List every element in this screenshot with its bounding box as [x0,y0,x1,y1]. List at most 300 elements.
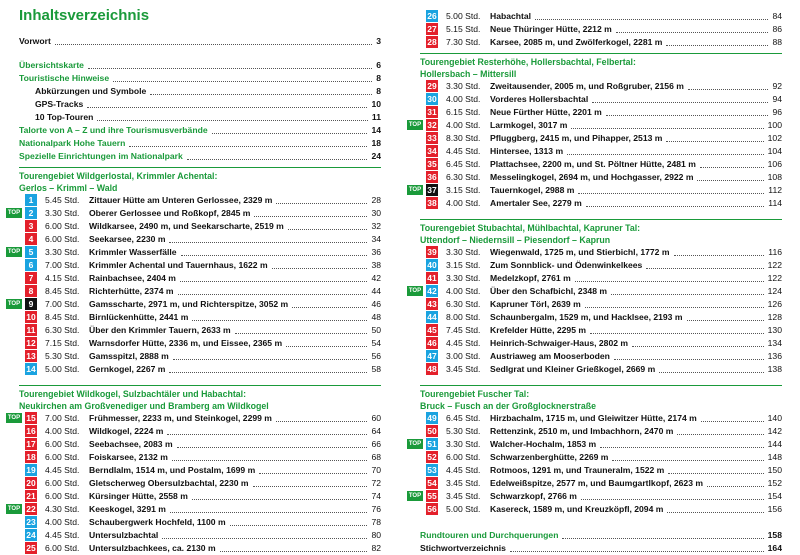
section-heading-line: Tourengebiet Wildkogel, Sulzbachtäler und Habachtal: [19,389,247,399]
tour-number-badge: 27 [427,24,437,34]
leader-dots [150,94,372,95]
tour-page: 134 [767,338,782,348]
leader-dots [169,372,367,373]
tour-entry[interactable] [420,477,782,490]
tour-entry[interactable] [420,363,782,376]
tour-page: 154 [767,491,782,501]
tour-duration: 4.00 Std. [446,94,481,104]
leader-dots [668,473,764,474]
tour-page: 150 [767,465,782,475]
tour-page: 88 [772,37,782,47]
tour-page: 54 [371,338,381,348]
tour-number-badge: 35 [427,159,437,169]
tour-number-badge: 25 [26,543,36,553]
tour-number-badge: 14 [26,364,36,374]
tour-entry[interactable] [19,425,381,438]
leader-dots [55,44,372,45]
tour-title: Rettenzink, 2510 m, und Imbachhorn, 2470 m [490,426,674,436]
tour-entry[interactable] [7,503,381,516]
toc-entry[interactable] [19,111,381,124]
tour-title: Schaubergwerk Hochfeld, 1100 m [89,517,226,527]
top-tour-badge: TOP [408,288,422,294]
leader-dots [667,512,764,513]
toc-entry-title: Rundtouren und Durchquerungen [420,530,559,540]
tour-entry[interactable] [19,464,381,477]
tour-entry[interactable] [420,106,782,119]
tour-number-badge: 50 [427,426,437,436]
tour-number-badge: 39 [427,247,437,257]
tour-entry[interactable] [19,233,381,246]
section-heading-line: Hollersbach – Mittersill [420,68,517,79]
tour-entry[interactable] [420,311,782,324]
toc-entry-page: 14 [371,125,381,135]
tour-page: 72 [371,478,381,488]
tour-number-badge: 23 [26,517,36,527]
tour-number-badge: 31 [427,107,437,117]
tour-title: Untersulzbachkees, ca. 2130 m [89,543,216,553]
tour-title: Wildkogel, 2224 m [89,426,164,436]
section-heading [420,57,782,80]
tour-title: Larmkogel, 3017 m [490,120,568,130]
tour-entry[interactable] [420,145,782,158]
tour-entry[interactable] [420,324,782,337]
leader-dots [88,68,372,69]
tour-entry[interactable] [420,23,782,36]
leader-dots [590,333,764,334]
tour-title: Frühmesser, 2233 m, und Steinkogel, 2299 m [89,413,272,423]
leader-dots [178,294,367,295]
tour-entry[interactable] [19,337,381,350]
tour-title: Schwarzkopf, 2766 m [490,491,577,501]
tour-page: 44 [371,286,381,296]
tour-entry[interactable] [19,259,381,272]
leader-dots [666,45,768,46]
tour-page: 50 [371,325,381,335]
toc-entry-page: 8 [376,73,381,83]
section-heading-line: Neukirchen am Großvenediger und Bramberg am Wildkogel [19,400,269,411]
leader-dots [612,460,764,461]
top-tour-badge: TOP [7,249,21,255]
toc-entry[interactable] [19,137,381,150]
tour-entry[interactable] [420,158,782,171]
toc-entry-page: 164 [767,543,782,553]
tour-number-badge: 33 [427,133,437,143]
tour-entry[interactable] [420,246,782,259]
tour-entry[interactable] [420,259,782,272]
tour-number-badge: 17 [26,439,36,449]
leader-dots [177,447,367,448]
tour-number-badge: 47 [427,351,437,361]
tour-entry[interactable] [7,246,381,259]
tour-entry[interactable] [420,337,782,350]
tour-title: Edelweißspitze, 2577 m, und Baumgartlkopf, 2623 m [490,478,703,488]
leader-dots [292,307,367,308]
tour-title: Berndlalm, 1514 m, und Postalm, 1699 m [89,465,256,475]
section-heading [19,389,381,412]
leader-dots [578,193,764,194]
tour-number-badge: 5 [25,246,37,258]
tour-entry[interactable] [19,220,381,233]
section-heading-line: Tourengebiet Stubachtal, Mühlbachtal, Kapruner Tal: [420,223,641,233]
tour-entry[interactable] [408,119,782,132]
leader-dots [606,115,768,116]
tour-duration: 8.45 Std. [45,286,80,296]
tour-title: Schaunbergalm, 1529 m, und Hacklsee, 2193 m [490,312,683,322]
tour-title: Walcher-Hochalm, 1853 m [490,439,597,449]
tour-entry[interactable] [420,425,782,438]
tour-page: 116 [768,247,782,257]
tour-title: Wildkarsee, 2490 m, und Seekarscharte, 2519 m [89,221,284,231]
leader-dots [701,421,764,422]
tour-number-badge: 20 [26,478,36,488]
tour-number-badge: 6 [25,259,37,271]
tour-duration: 3.30 Std. [446,81,481,91]
tour-entry[interactable] [19,451,381,464]
tour-title: Tauernkogel, 2988 m [490,185,575,195]
tour-number-badge: 29 [427,81,437,91]
tour-title: Austriaweg am Mooserboden [490,351,610,361]
tour-number-badge: 51 [427,439,437,449]
tour-page: 34 [371,234,381,244]
tour-number-badge: 41 [427,273,437,283]
tour-entry[interactable] [19,272,381,285]
tour-duration: 5.45 Std. [45,195,80,205]
tour-title: Krimmler Wasserfälle [89,247,177,257]
tour-entry[interactable] [420,197,782,210]
section-rule [420,385,782,386]
tour-duration: 6.00 Std. [45,543,80,553]
top-tour-badge: TOP [408,441,422,447]
tour-duration: 7.45 Std. [446,325,481,335]
tour-entry[interactable] [408,285,782,298]
leader-dots [674,255,764,256]
leader-dots [286,346,367,347]
tour-title: Plattachsee, 2200 m, und St. Pöltner Hütte, 2481 m [490,159,696,169]
tour-duration: 3.30 Std. [45,208,80,218]
toc-entry-title: 10 Top-Touren [35,112,94,122]
toc-entry[interactable] [420,542,782,555]
tour-duration: 6.00 Std. [45,221,80,231]
tour-page: 96 [772,107,782,117]
leader-dots [272,268,367,269]
leader-dots [567,154,764,155]
tour-number-badge: 12 [26,338,36,348]
tour-title: Medelzkopf, 2761 m [490,273,571,283]
tour-entry[interactable] [420,132,782,145]
tour-title: Richterhütte, 2374 m [89,286,174,296]
tour-title: Zum Sonnblick- und Ödenwinkelkees [490,260,643,270]
tour-page: 94 [772,94,782,104]
toc-entry-page: 158 [767,530,782,540]
tour-page: 42 [371,273,381,283]
tour-page: 106 [767,159,782,169]
leader-dots [230,525,367,526]
tour-entry[interactable] [19,438,381,451]
leader-dots [192,499,367,500]
tour-entry[interactable] [19,350,381,363]
tour-number-badge: 53 [427,465,437,475]
tour-entry[interactable] [420,503,782,516]
tour-duration: 4.00 Std. [446,120,481,130]
tour-title: Kapruner Törl, 2639 m [490,299,581,309]
toc-entry-page: 8 [376,86,381,96]
tour-duration: 6.00 Std. [45,478,80,488]
tour-entry[interactable] [7,207,381,220]
tour-number-badge: 10 [26,312,36,322]
tour-entry[interactable] [420,298,782,311]
tour-number-badge: 16 [26,426,36,436]
tour-entry[interactable] [19,477,381,490]
tour-entry[interactable] [19,285,381,298]
tour-title: Seekarsee, 2230 m [89,234,166,244]
tour-number-badge: 45 [427,325,437,335]
tour-entry[interactable] [19,311,381,324]
tour-number-badge: 2 [25,207,37,219]
toc-entry-page: 3 [376,36,381,46]
tour-page: 124 [767,286,782,296]
section-heading-line: Tourengebiet Wildgerlostal, Krimmler Achental: [19,171,218,181]
tour-entry[interactable] [420,464,782,477]
tour-entry[interactable] [19,324,381,337]
leader-dots [616,32,768,33]
tour-page: 138 [767,364,782,374]
tour-entry[interactable] [408,438,782,451]
tour-duration: 6.45 Std. [446,413,481,423]
tour-title: Krimmler Achental und Tauernhaus, 1622 m [89,260,268,270]
tour-page: 128 [767,312,782,322]
toc-entry-page: 24 [371,151,381,161]
tour-duration: 4.30 Std. [45,504,80,514]
tour-duration: 4.00 Std. [45,426,80,436]
tour-duration: 3.45 Std. [446,491,481,501]
toc-entry-title: Touristische Hinweise [19,73,110,83]
tour-title: Über den Krimmler Tauern, 2633 m [89,325,231,335]
leader-dots [259,473,367,474]
tour-page: 122 [767,273,782,283]
leader-dots [575,281,764,282]
tour-title: Gamsscharte, 2971 m, und Richterspitze, 3052 m [89,299,289,309]
tour-page: 142 [767,426,782,436]
leader-dots [510,551,764,552]
tour-page: 58 [371,364,381,374]
tour-title: Neue Thüringer Hütte, 2212 m [490,24,612,34]
section-rule [19,167,381,168]
tour-duration: 4.15 Std. [45,273,80,283]
tour-number-badge: 15 [26,413,36,423]
tour-title: Über den Schafbichl, 2348 m [490,286,608,296]
tour-number-badge: 1 [25,194,37,206]
leader-dots [212,133,367,134]
leader-dots [173,359,367,360]
tour-title: Hirzbachalm, 1715 m, und Gleiwitzer Hütte, 2174 m [490,413,697,423]
tour-number-badge: 8 [25,285,37,297]
toc-entry-page: 6 [376,60,381,70]
tour-duration: 5.30 Std. [446,426,481,436]
tour-duration: 7.30 Std. [446,37,481,47]
leader-dots [254,216,367,217]
tour-duration: 5.00 Std. [45,364,80,374]
toc-entry[interactable] [19,85,381,98]
tour-entry[interactable] [19,516,381,529]
tour-title: Vorderes Hollersbachtal [490,94,589,104]
leader-dots [700,167,764,168]
tour-entry[interactable] [420,36,782,49]
tour-entry[interactable] [420,451,782,464]
tour-page: 156 [767,504,782,514]
tour-entry[interactable] [7,412,381,425]
tour-page: 38 [371,260,381,270]
tour-page: 48 [371,312,381,322]
toc-entry[interactable] [19,150,381,163]
tour-page: 86 [772,24,782,34]
tour-number-badge: 52 [427,452,437,462]
tour-entry[interactable] [420,350,782,363]
tour-entry[interactable] [408,184,782,197]
tour-title: Keeskogel, 3291 m [89,504,166,514]
leader-dots [276,421,367,422]
tour-page: 112 [768,185,782,195]
tour-title: Kasereck, 1589 m, und Kreuzköpfl, 2094 m [490,504,664,514]
tour-number-badge: 42 [427,286,437,296]
tour-title: Krefelder Hütte, 2295 m [490,325,586,335]
tour-duration: 6.00 Std. [45,439,80,449]
tour-entry[interactable] [7,298,381,311]
tour-duration: 6.30 Std. [45,325,80,335]
toc-entry[interactable] [19,124,381,137]
tour-page: 36 [371,247,381,257]
tour-page: 56 [371,351,381,361]
tour-duration: 6.30 Std. [446,172,481,182]
section-heading-line: Tourengebiet Fuscher Tal: [420,389,530,399]
leader-dots [169,242,367,243]
tour-entry[interactable] [19,194,381,207]
tour-number-badge: 56 [427,504,437,514]
top-tour-badge: TOP [7,210,21,216]
tour-duration: 6.00 Std. [446,452,481,462]
toc-entry[interactable] [19,98,381,111]
tour-page: 76 [371,504,381,514]
leader-dots [586,206,764,207]
tour-number-badge: 46 [427,338,437,348]
tour-duration: 3.30 Std. [45,247,80,257]
tour-duration: 3.15 Std. [446,185,481,195]
tour-entry[interactable] [408,490,782,503]
tour-number-badge: 28 [427,37,437,47]
tour-number-badge: 49 [427,413,437,423]
tour-title: Gletscherweg Obersulzbachtal, 2230 m [89,478,249,488]
tour-duration: 4.45 Std. [45,530,80,540]
tour-number-badge: 32 [427,120,437,130]
tour-page: 92 [772,81,782,91]
top-tour-badge: TOP [7,301,21,307]
tour-duration: 4.00 Std. [446,286,481,296]
tour-duration: 4.45 Std. [446,146,481,156]
tour-page: 82 [371,543,381,553]
top-tour-badge: TOP [408,187,422,193]
toc-entry[interactable] [19,72,381,85]
tour-duration: 6.30 Std. [446,299,481,309]
tour-duration: 6.00 Std. [45,452,80,462]
tour-number-badge: 26 [427,11,437,21]
tour-page: 68 [371,452,381,462]
top-tour-badge: TOP [7,506,21,512]
toc-entry-title: Stichwortverzeichnis [420,543,506,553]
tour-number-badge: 37 [427,185,437,195]
section-heading-line: Uttendorf – Niedernsill – Piesendorf – Kaprun [420,234,611,245]
tour-number-badge: 43 [427,299,437,309]
tour-duration: 7.00 Std. [45,260,80,270]
tour-title: Messelingkogel, 2694 m, und Hochgasser, 2922 m [490,172,694,182]
section-heading-line: Tourengebiet Resterhöhe, Hollersbachtal, Felbertal: [420,57,636,67]
tour-title: Neue Fürther Hütte, 2201 m [490,107,602,117]
tour-page: 102 [767,133,782,143]
tour-duration: 7.15 Std. [45,338,80,348]
leader-dots [687,320,764,321]
tour-entry[interactable] [420,272,782,285]
section-rule [420,219,782,220]
tour-page: 140 [767,413,782,423]
tour-title: Sedlgrat und Kleiner Grießkogel, 2669 m [490,364,656,374]
tour-page: 64 [371,426,381,436]
tour-entry[interactable] [420,80,782,93]
tour-title: Heinrich-Schwaiger-Haus, 2802 m [490,338,629,348]
section-heading [420,223,782,246]
leader-dots [571,128,764,129]
tour-page: 144 [767,439,782,449]
tour-duration: 3.00 Std. [446,351,481,361]
leader-dots [585,307,764,308]
tour-title: Habachtal [490,11,532,21]
tour-title: Hintersee, 1313 m [490,146,564,156]
tour-page: 114 [768,198,782,208]
leader-dots [220,551,367,552]
tour-entry[interactable] [19,542,381,555]
tour-title: Zweitausender, 2005 m, und Roßgruber, 2156 m [490,81,684,91]
tour-number-badge: 36 [427,172,437,182]
tour-duration: 6.45 Std. [446,159,481,169]
leader-dots [129,146,367,147]
toc-entry-title: Nationalpark Hohe Tauern [19,138,126,148]
toc-entry-page: 18 [371,138,381,148]
tour-entry[interactable] [19,363,381,376]
toc-entry[interactable] [19,35,381,48]
leader-dots [181,255,367,256]
tour-entry[interactable] [19,490,381,503]
leader-dots [97,120,368,121]
toc-entry[interactable] [19,59,381,72]
tour-title: Seebachsee, 2083 m [89,439,173,449]
section-heading-line: Bruck – Fusch an der Großglocknerstraße [420,400,596,411]
tour-entry[interactable] [420,412,782,425]
tour-page: 152 [767,478,782,488]
tour-title: Warnsdorfer Hütte, 2336 m, und Eissee, 2365 m [89,338,283,348]
tour-duration: 6.00 Std. [45,234,80,244]
tour-entry[interactable] [420,10,782,23]
toc-entry-page: 11 [371,112,381,122]
section-heading-line: Gerlos – Krimml – Wald [19,182,118,193]
tour-number-badge: 13 [26,351,36,361]
tour-entry[interactable] [420,171,782,184]
tour-duration: 5.15 Std. [446,24,481,34]
leader-dots [697,180,764,181]
tour-title: Oberer Gerlossee und Roßkopf, 2845 m [89,208,251,218]
leader-dots [162,538,367,539]
tour-duration: 4.45 Std. [446,465,481,475]
tour-entry[interactable] [420,93,782,106]
leader-dots [614,359,764,360]
tour-duration: 3.45 Std. [446,364,481,374]
tour-page: 108 [767,172,782,182]
